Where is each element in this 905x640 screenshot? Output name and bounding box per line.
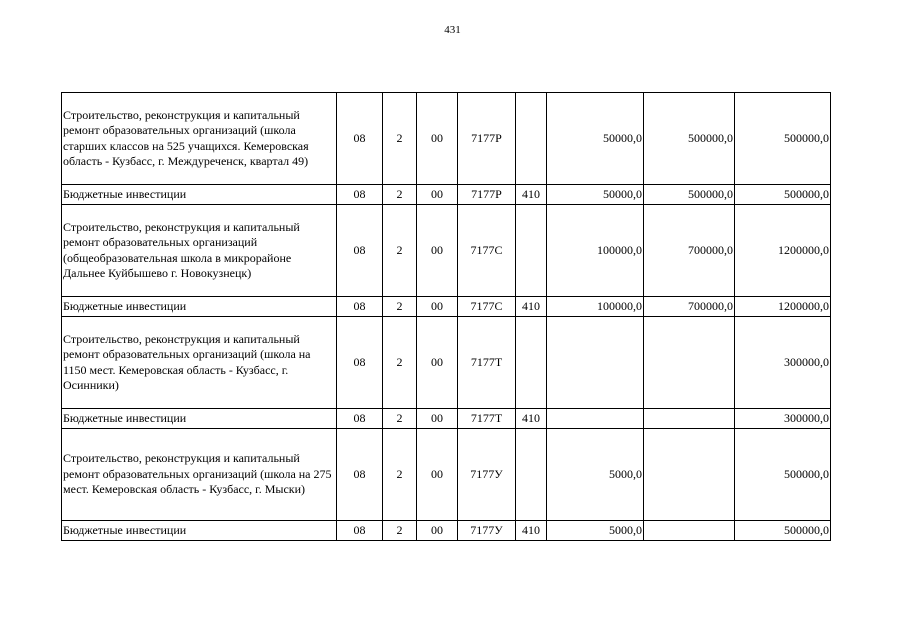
- table-row: [62, 317, 831, 409]
- year1-cell: [547, 409, 644, 429]
- year3-cell: 300000,0: [735, 409, 831, 429]
- year3-cell: 1200000,0: [735, 297, 831, 317]
- vr-cell: [516, 93, 547, 185]
- table-row: [62, 429, 831, 521]
- code-cell: 7177Т: [458, 409, 516, 429]
- year2-cell: [644, 521, 735, 541]
- section-cell: 08: [337, 521, 383, 541]
- year3-cell: 500000,0: [735, 185, 831, 205]
- budget-table: [61, 92, 831, 541]
- vr-cell: 410: [516, 297, 547, 317]
- subsection-cell: 2: [383, 317, 417, 409]
- vr-cell: 410: [516, 521, 547, 541]
- table-row: [62, 297, 831, 317]
- vr-cell: [516, 205, 547, 297]
- section-cell: 08: [337, 205, 383, 297]
- year3-cell: 500000,0: [735, 429, 831, 521]
- subsection-cell: 2: [383, 521, 417, 541]
- row-name-cell: Строительство, реконструкция и капитальный ремонт образовательных организаций (школа на 1150 мест. Кемеровская область - Кузбасс, г. Осинники): [62, 317, 337, 409]
- section-cell: 08: [337, 409, 383, 429]
- code-cell: 7177С: [458, 297, 516, 317]
- section-cell: 08: [337, 317, 383, 409]
- year2-cell: 500000,0: [644, 185, 735, 205]
- code-cell: 7177С: [458, 205, 516, 297]
- table-row: [62, 409, 831, 429]
- program-cell: 00: [417, 317, 458, 409]
- program-cell: 00: [417, 521, 458, 541]
- year1-cell: 5000,0: [547, 521, 644, 541]
- row-name-cell: Строительство, реконструкция и капитальный ремонт образовательных организаций (школа на 275 мест. Кемеровская область - Кузбасс, г. Мыски): [62, 429, 337, 521]
- section-cell: 08: [337, 93, 383, 185]
- code-cell: 7177Р: [458, 93, 516, 185]
- subsection-cell: 2: [383, 93, 417, 185]
- year2-cell: 500000,0: [644, 93, 735, 185]
- program-cell: 00: [417, 205, 458, 297]
- year1-cell: 5000,0: [547, 429, 644, 521]
- subsection-cell: 2: [383, 429, 417, 521]
- program-cell: 00: [417, 93, 458, 185]
- year2-cell: [644, 409, 735, 429]
- row-name-cell: Строительство, реконструкция и капитальный ремонт образовательных организаций (школа старших классов на 525 учащихся. Кемеровская область - Кузбасс, г. Междуреченск, квартал 49): [62, 93, 337, 185]
- year1-cell: 50000,0: [547, 185, 644, 205]
- year1-cell: 50000,0: [547, 93, 644, 185]
- year1-cell: 100000,0: [547, 205, 644, 297]
- year3-cell: 500000,0: [735, 93, 831, 185]
- page-number: 431: [444, 24, 461, 36]
- row-name-cell: Бюджетные инвестиции: [62, 409, 337, 429]
- table-row: [62, 185, 831, 205]
- row-name-cell: Бюджетные инвестиции: [62, 521, 337, 541]
- row-name-cell: Бюджетные инвестиции: [62, 185, 337, 205]
- subsection-cell: 2: [383, 185, 417, 205]
- year3-cell: 300000,0: [735, 317, 831, 409]
- code-cell: 7177Р: [458, 185, 516, 205]
- section-cell: 08: [337, 429, 383, 521]
- year1-cell: 100000,0: [547, 297, 644, 317]
- program-cell: 00: [417, 409, 458, 429]
- year1-cell: [547, 317, 644, 409]
- year3-cell: 500000,0: [735, 521, 831, 541]
- table-row: [62, 93, 831, 185]
- table-row: [62, 521, 831, 541]
- table-row: [62, 205, 831, 297]
- year2-cell: 700000,0: [644, 297, 735, 317]
- code-cell: 7177Т: [458, 317, 516, 409]
- year2-cell: [644, 317, 735, 409]
- year2-cell: [644, 429, 735, 521]
- subsection-cell: 2: [383, 297, 417, 317]
- subsection-cell: 2: [383, 409, 417, 429]
- section-cell: 08: [337, 185, 383, 205]
- code-cell: 7177У: [458, 521, 516, 541]
- year2-cell: 700000,0: [644, 205, 735, 297]
- row-name-cell: Бюджетные инвестиции: [62, 297, 337, 317]
- vr-cell: 410: [516, 409, 547, 429]
- vr-cell: [516, 429, 547, 521]
- vr-cell: [516, 317, 547, 409]
- section-cell: 08: [337, 297, 383, 317]
- code-cell: 7177У: [458, 429, 516, 521]
- program-cell: 00: [417, 429, 458, 521]
- year3-cell: 1200000,0: [735, 205, 831, 297]
- row-name-cell: Строительство, реконструкция и капитальный ремонт образовательных организаций (общеобразовательная школа в микрорайоне Дальнее Куйбышево г. Новокузнецк): [62, 205, 337, 297]
- program-cell: 00: [417, 185, 458, 205]
- subsection-cell: 2: [383, 205, 417, 297]
- vr-cell: 410: [516, 185, 547, 205]
- program-cell: 00: [417, 297, 458, 317]
